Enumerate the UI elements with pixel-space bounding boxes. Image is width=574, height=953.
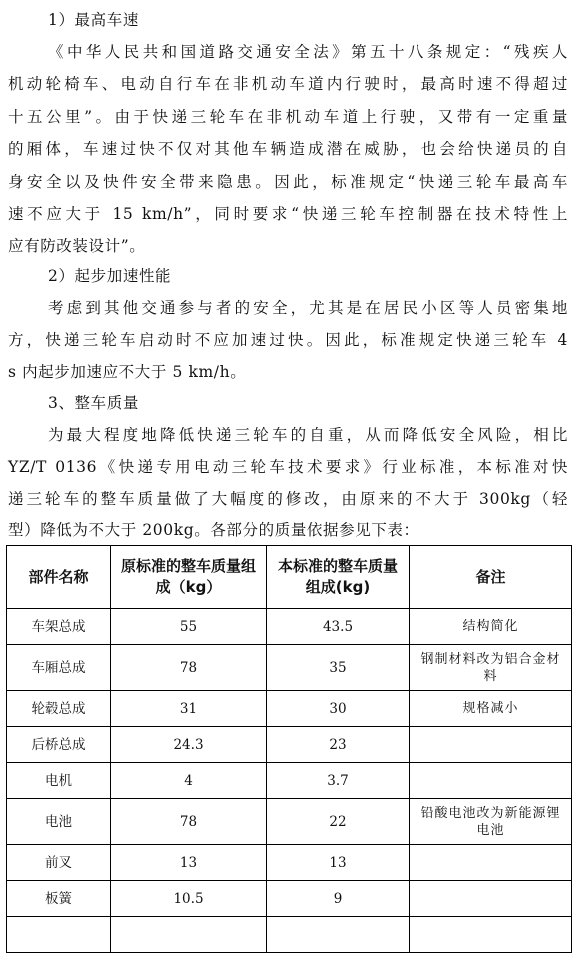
paragraph-line: s 内起步加速应不大于 5 km/h。 [8, 363, 247, 381]
cell-old: 10.5 [111, 881, 267, 917]
table-row [7, 763, 572, 799]
cell-part: 前叉 [7, 845, 111, 881]
table-row [7, 645, 572, 691]
paragraph-line: 的厢体，车速过快不仅对其他车辆造成潜在威胁，也会给快递员的自 [8, 140, 568, 158]
cell-new: 35 [267, 645, 410, 691]
heading-vehicle-mass: 3、整车质量 [48, 394, 139, 412]
cell-new: 3.7 [267, 763, 410, 799]
table-row [7, 691, 572, 727]
cell-old: 78 [111, 645, 267, 691]
table-row [7, 881, 572, 917]
header-part-name: 部件名称 [7, 546, 111, 609]
cell-part: 板簧 [7, 881, 111, 917]
paragraph-line: 机动轮椅车、电动自行车在非机动车道内行驶时，最高时速不得超过 [8, 75, 568, 93]
cell-old: 13 [111, 845, 267, 881]
heading-acceleration: 2）起步加速性能 [48, 267, 172, 285]
cell-note [410, 763, 572, 799]
empty-cell [410, 917, 572, 953]
table-row [7, 727, 572, 763]
empty-cell [7, 917, 111, 953]
cell-new: 23 [267, 727, 410, 763]
cell-part: 轮毂总成 [7, 691, 111, 727]
header-new-standard: 本标准的整车质量组成(kg) [267, 546, 410, 609]
paragraph-line: 速不应大于 15 km/h”，同时要求“快递三轮车控制器在技术特性上 [8, 205, 568, 223]
cell-part: 电池 [7, 799, 111, 845]
cell-new: 30 [267, 691, 410, 727]
paragraph-line: 方，快递三轮车启动时不应加速过快。因此，标准规定快递三轮车 4 [8, 331, 568, 349]
paragraph-line: 身安全以及快件安全带来隐患。因此，标准规定“快递三轮车最高车 [8, 173, 568, 191]
header-old-standard: 原标准的整车质量组成（kg） [111, 546, 267, 609]
cell-old: 31 [111, 691, 267, 727]
cell-new: 22 [267, 799, 410, 845]
cell-part: 电机 [7, 763, 111, 799]
paragraph-line: 应有防改装设计”。 [8, 237, 146, 255]
paragraph-line: 考虑到其他交通参与者的安全，尤其是在居民小区等人员密集地 [48, 299, 568, 317]
cell-part: 车厢总成 [7, 645, 111, 691]
table-row [7, 845, 572, 881]
mass-comparison-table [6, 545, 572, 953]
table-row [7, 917, 572, 953]
cell-part: 车架总成 [7, 609, 111, 645]
paragraph-line: 型）降低为不大于 200kg。各部分的质量依据参见下表： [8, 521, 420, 539]
cell-note: 铅酸电池改为新能源锂电池 [410, 799, 572, 845]
cell-old: 4 [111, 763, 267, 799]
cell-note: 钢制材料改为铝合金材料 [410, 645, 572, 691]
cell-note [410, 727, 572, 763]
cell-old: 78 [111, 799, 267, 845]
cell-note [410, 881, 572, 917]
cell-new: 9 [267, 881, 410, 917]
empty-cell [111, 917, 267, 953]
cell-note [410, 845, 572, 881]
cell-old: 55 [111, 609, 267, 645]
paragraph-line: 递三轮车的整车质量做了大幅度的修改，由原来的不大于 300kg（轻 [8, 490, 568, 508]
table-row [7, 799, 572, 845]
cell-note: 规格减小 [410, 691, 572, 727]
empty-cell [267, 917, 410, 953]
cell-note: 结构简化 [410, 609, 572, 645]
paragraph-line: 为最大程度地降低快递三轮车的自重，从而降低安全风险，相比 [48, 426, 568, 444]
cell-old: 24.3 [111, 727, 267, 763]
paragraph-line: YZ/T 0136《快递专用电动三轮车技术要求》行业标准，本标准对快 [8, 458, 568, 476]
paragraph-line: 十五公里”。由于快递三轮车在非机动车道上行驶，又带有一定重量 [8, 108, 568, 126]
table-row [7, 609, 572, 645]
header-remarks: 备注 [410, 546, 572, 609]
paragraph-line: 《中华人民共和国道路交通安全法》第五十八条规定：“残疾人 [48, 43, 568, 61]
cell-new: 43.5 [267, 609, 410, 645]
cell-new: 13 [267, 845, 410, 881]
heading-max-speed: 1）最高车速 [48, 11, 139, 29]
cell-part: 后桥总成 [7, 727, 111, 763]
table-header-row [7, 546, 572, 609]
